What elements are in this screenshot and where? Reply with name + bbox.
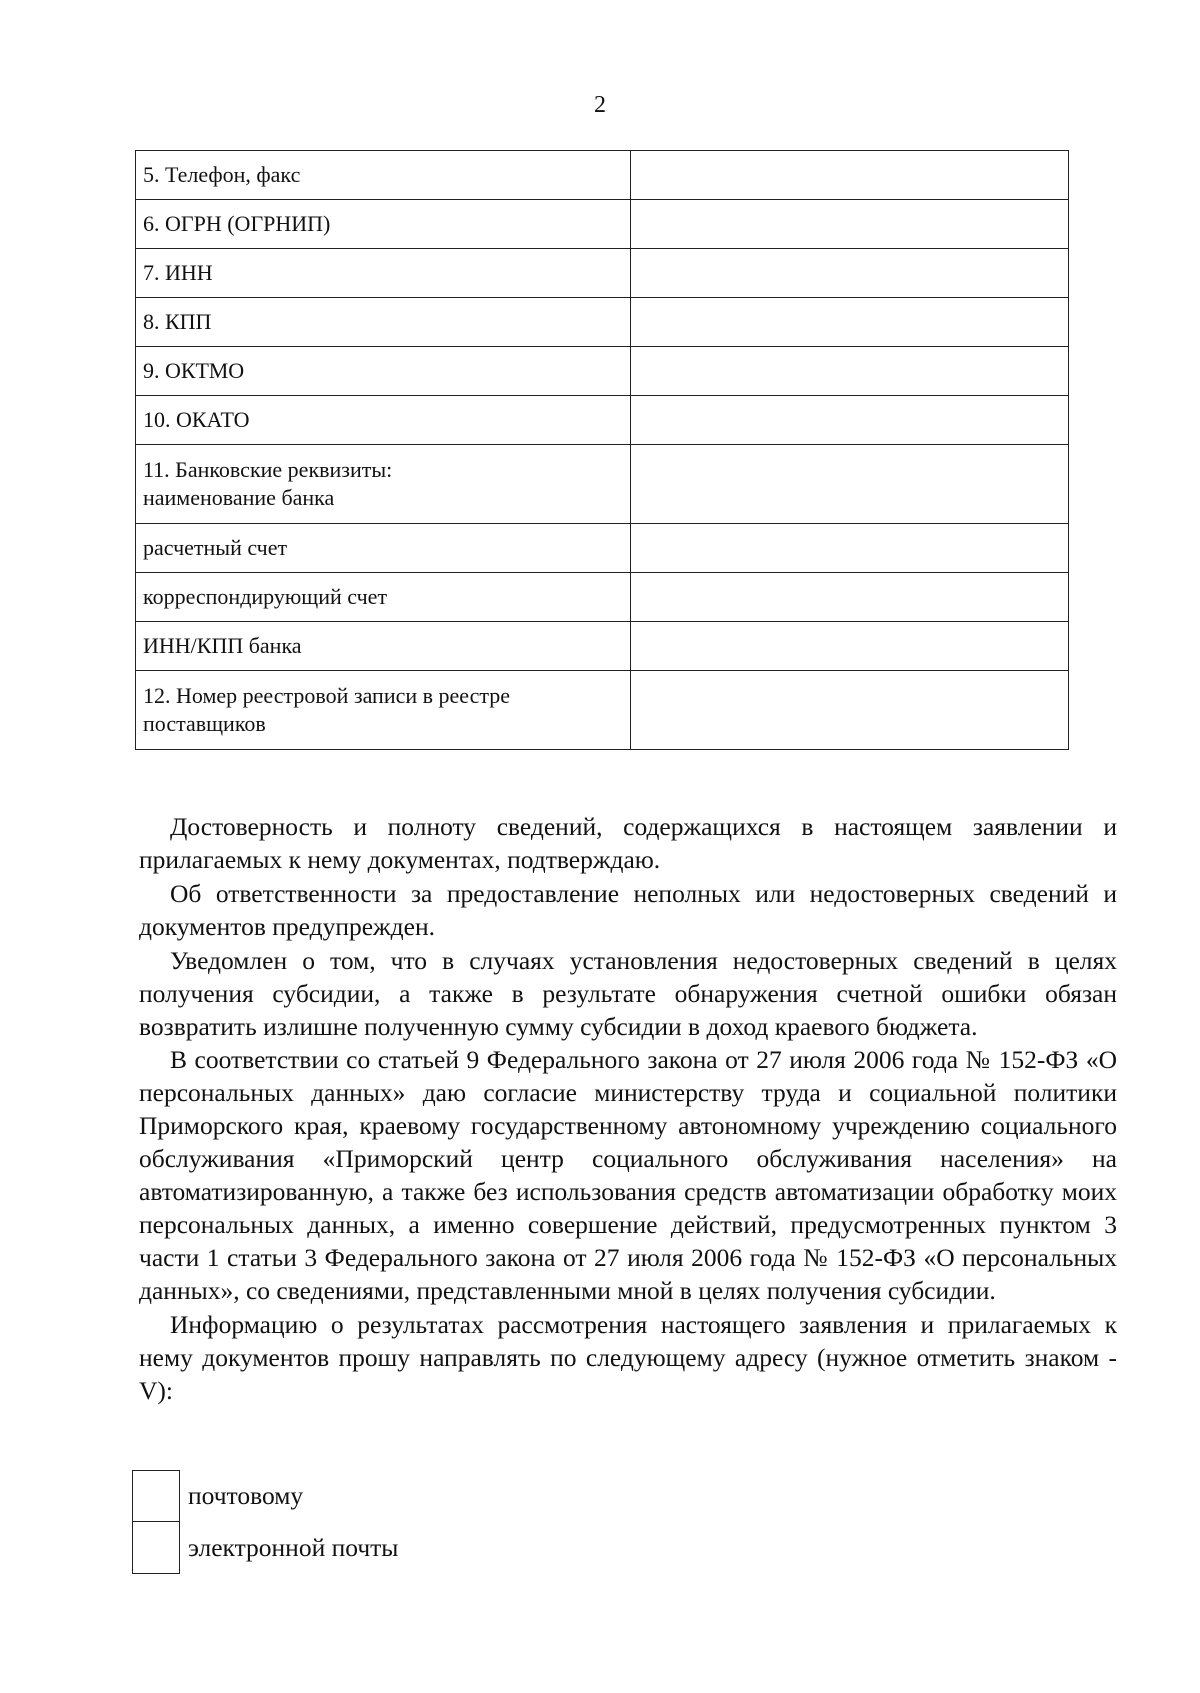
row-label: 10. ОКАТО: [136, 396, 631, 445]
row-label: ИНН/КПП банка: [136, 622, 631, 671]
postal-checkbox[interactable]: [132, 1470, 180, 1522]
row-value-field[interactable]: [631, 151, 1069, 200]
table-row: [136, 524, 1069, 573]
table-row: [136, 298, 1069, 347]
option-postal: [132, 1470, 398, 1522]
paragraph-notification: Уведомлен о том, что в случаях установления недостоверных сведений в целях получения субсидии, а также в результате обнаружения счетной ошибки обязан возвратить излишне полученную сумму субсидии в доход краевого бюджета.: [139, 945, 1117, 1041]
delivery-options: [132, 1470, 398, 1574]
table-row: [136, 396, 1069, 445]
page-number: 2: [594, 92, 606, 118]
table-row: [136, 200, 1069, 249]
row-label: 12. Номер реестровой записи в реестре поставщиков: [136, 671, 631, 750]
requisites-table: [135, 150, 1069, 750]
table-row: [136, 347, 1069, 396]
row-value-field[interactable]: [631, 573, 1069, 622]
table-row: [136, 622, 1069, 671]
paragraph-accuracy: Достоверность и полноту сведений, содержащихся в настоящем заявлении и прилагаемых к нему документах, подтверждаю.: [139, 812, 1117, 874]
row-label: 9. ОКТМО: [136, 347, 631, 396]
table-row: [136, 445, 1069, 524]
row-label: расчетный счет: [136, 524, 631, 573]
row-value-field[interactable]: [631, 396, 1069, 445]
statement-text: [139, 810, 1117, 1408]
row-value-field[interactable]: [631, 445, 1069, 524]
paragraph-responsibility: Об ответственности за предоставление неполных или недостоверных сведений и документов предупрежден.: [139, 878, 1117, 941]
row-label: 8. КПП: [136, 298, 631, 347]
table-row: [136, 151, 1069, 200]
row-value-field[interactable]: [631, 298, 1069, 347]
option-label: электронной почты: [188, 1533, 399, 1562]
row-label: корреспондирующий счет: [136, 573, 631, 622]
row-label: 7. ИНН: [136, 249, 631, 298]
row-value-field[interactable]: [631, 347, 1069, 396]
option-label: почтовому: [188, 1481, 304, 1510]
row-value-field[interactable]: [631, 671, 1069, 750]
paragraph-personal-data-consent: В соответствии со статьей 9 Федерального закона от 27 июля 2006 года № 152-ФЗ «О персональных данных» даю согласие министерству труда и социальной политики Приморского края, краевому государственному автономному учреждению социального обслуживания «Приморский центр социального обслуживания населения» на автоматизированную, а также без использования средств автоматизации обработку моих персональных данных, а именно совершение действий, предусмотренных пунктом 3 части 1 статьи 3 Федерального закона от 27 июля 2006 года № 152-ФЗ «О персональных данных», со сведениями, представленными мной в целях получения субсидии.: [139, 1045, 1117, 1306]
row-value-field[interactable]: [631, 524, 1069, 573]
option-email: [132, 1522, 398, 1574]
row-label: 6. ОГРН (ОГРНИП): [136, 200, 631, 249]
row-label: 11. Банковские реквизиты: наименование банка: [136, 445, 631, 524]
row-label: 5. Телефон, факс: [136, 151, 631, 200]
paragraph-delivery-method: Информацию о результатах рассмотрения настоящего заявления и прилагаемых к нему документов прошу направлять по следующему адресу (нужное отметить знаком - V):: [139, 1310, 1117, 1406]
table-row: [136, 249, 1069, 298]
row-value-field[interactable]: [631, 622, 1069, 671]
table-row: [136, 671, 1069, 750]
email-checkbox[interactable]: [132, 1522, 180, 1574]
row-value-field[interactable]: [631, 200, 1069, 249]
table-row: [136, 573, 1069, 622]
row-value-field[interactable]: [631, 249, 1069, 298]
